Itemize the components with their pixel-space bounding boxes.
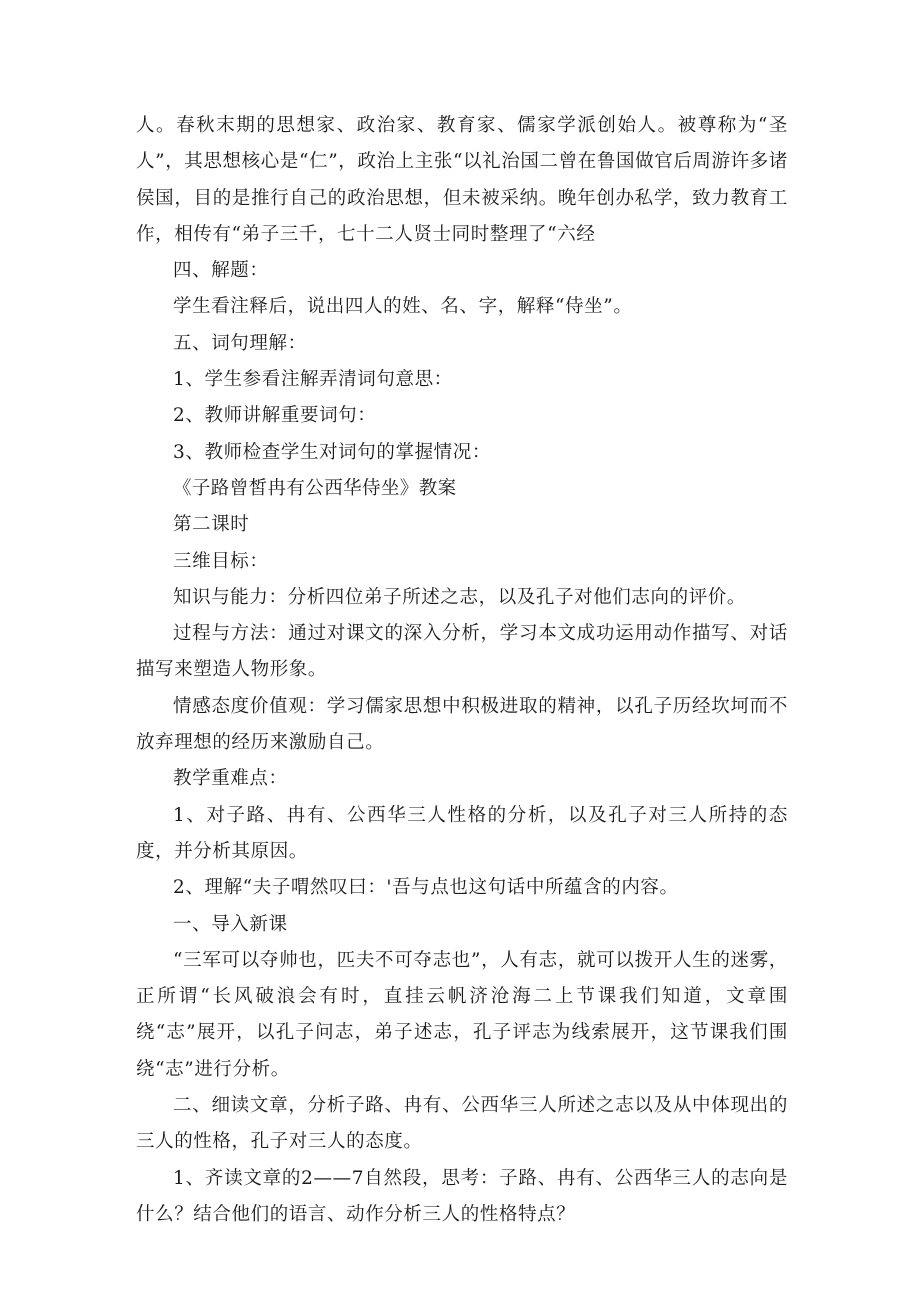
heading-key-points: 教学重难点：: [173, 768, 288, 790]
key-point-1: 1、对子路、冉有、公西华三人性格的分析，以及孔子对三人所持的态度，并分析其原因。: [136, 804, 788, 862]
lesson-plan-title: 《子路曾皙冉有公西华侍坐》教案: [173, 477, 457, 499]
heading-jieti: 四、解题：: [173, 260, 269, 282]
goal-knowledge: 知识与能力：分析四位弟子所述之志，以及孔子对他们志向的评价。: [173, 586, 747, 608]
lesson-period: 第二课时: [173, 514, 250, 536]
paragraph-introduction: “三军可以夺帅也，匹夫不可夺志也”，人有志，就可以拨开人生的迷雾，正所谓“长风破浪会有时，直挂云帆济沧海二上节课我们知道，文章围绕“志”展开，以孔子问志，弟子述志，孔子评志为线索展开，这节课我们围绕“志”进行分析。: [136, 949, 788, 1080]
goal-emotion: 情感态度价值观：学习儒家思想中积极进取的精神，以孔子历经坎坷而不放弃理想的经历来激励自己。: [136, 695, 788, 754]
paragraph-close-reading-task: 1、齐读文章的2——7自然段，思考：子路、冉有、公西华三人的志向是什么？结合他们的语言、动作分析三人的性格特点？: [136, 1167, 788, 1225]
heading-close-reading: 二、细读文章，分析子路、冉有、公西华三人所述之志以及从中体现出的三人的性格，孔子对三人的态度。: [136, 1095, 788, 1153]
paragraph-jieti-content: 学生看注释后，说出四人的姓、名、字，解释“侍坐”。: [173, 296, 633, 318]
heading-goals: 三维目标：: [173, 550, 269, 572]
document-body: [136, 108, 788, 1233]
heading-ciju-lijie: 五、词句理解：: [173, 332, 307, 354]
list-item-3: 3、教师检查学生对词句的掌握情况：: [173, 441, 491, 463]
goal-process: 过程与方法：通过对课文的深入分析，学习本文成功运用动作描写、对话描写来塑造人物形象。: [136, 623, 788, 681]
paragraph-confucius-intro: 人。春秋末期的思想家、政治家、教育家、儒家学派创始人。被尊称为“圣人”，其思想核心是“仁”，政治上主张“以礼治国二曾在鲁国做官后周游许多诸侯国，目的是推行自己的政治思想，但未被采纳。晚年创办私学，致力教育工作，相传有“弟子三千，七十二人贤士同时整理了“六经: [136, 115, 788, 245]
key-point-2: 2、理解“夫子喟然叹曰：'吾与点也这句话中所蕴含的内容。: [173, 877, 679, 899]
list-item-1: 1、学生参看注解弄清词句意思：: [173, 369, 453, 391]
heading-introduction: 一、导入新课: [173, 913, 288, 935]
list-item-2: 2、教师讲解重要词句：: [173, 405, 377, 427]
